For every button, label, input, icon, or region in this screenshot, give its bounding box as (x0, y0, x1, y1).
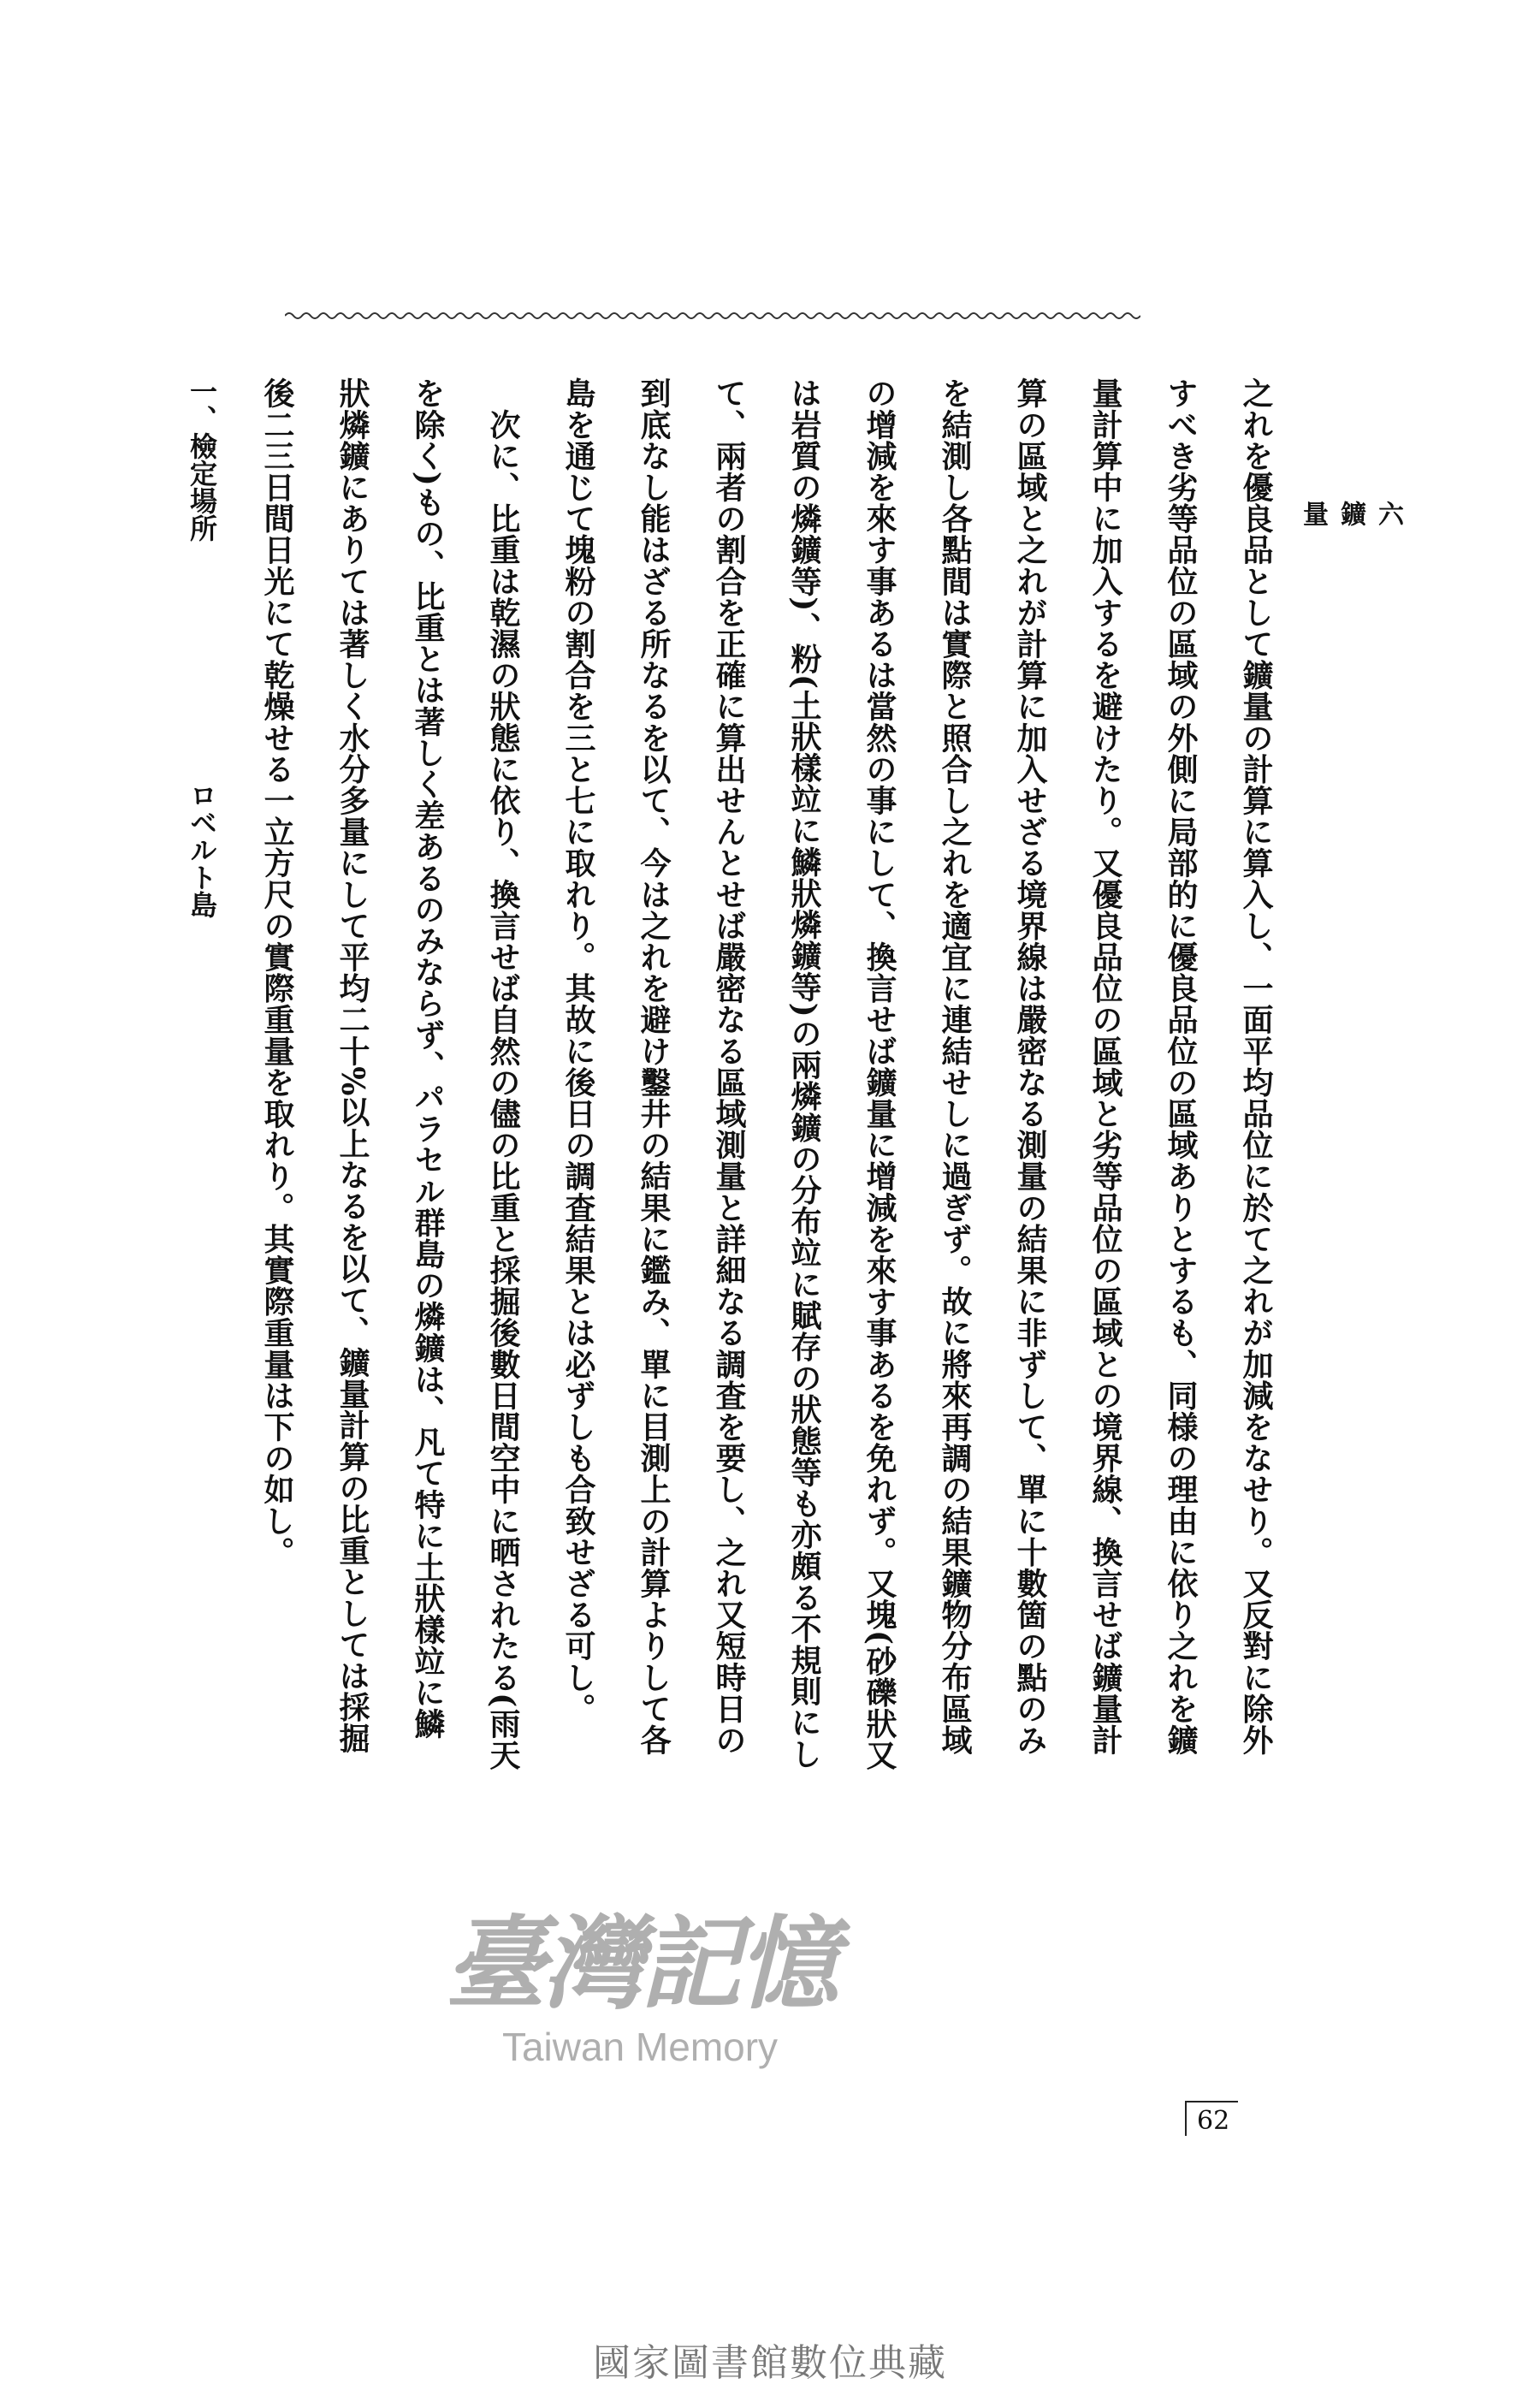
running-header (1294, 501, 1407, 616)
text-line: 算の區域と之れが計算に加入せざる境界線は嚴密なる測量の結果に非ずして、單に十數箇の點のみ (1012, 377, 1048, 1756)
watermark-sub: Taiwan Memory (501, 2025, 779, 2069)
page-number: 62 (1185, 2101, 1238, 2136)
inspection-location-label: 一、檢定場所 (186, 377, 218, 542)
header-title-char: 量 (1298, 501, 1328, 526)
text-line: を除く)もの、比重とは著しく差あるのみならず、パラセル群島の燐鑛は、凡て特に土狀樣竝に鱗 (410, 377, 446, 1740)
text-line: 之れを優良品として鑛量の計算に算入し、一面平均品位に於て之れが加減をなせり。又反對に除外 (1238, 377, 1274, 1756)
inspection-location-line (164, 377, 240, 1832)
watermark-logo (445, 1904, 836, 2071)
text-line: て、兩者の割合を正確に算出せんとせば嚴密なる區域測量と詳細なる調査を要し、之れ又短時日の (711, 377, 747, 1756)
wavy-divider (285, 310, 1140, 322)
text-line: を結測し各點間は實際と照合し之れを適宜に連結せしに過ぎず。故に將來再調の結果鑛物分布區域 (937, 377, 973, 1756)
text-line: すべき劣等品位の區域の外側に局部的に優良品位の區域ありとするも、同様の理由に依り之れを鑛 (1163, 377, 1199, 1756)
text-line: 到底なし能はざる所なるを以て、今は之れを避け鑿井の結果に鑑み、單に目測上の計算よりして各 (636, 377, 672, 1756)
text-line: 量計算中に加入するを避けたり。又優良品位の區域と劣等品位の區域との境界線、換言せば鑛量計 (1087, 377, 1123, 1756)
footer-credit: 國家圖書館數位典藏 (593, 2341, 947, 2385)
text-line: 島を通じて塊粉の割合を三と七に取れり。其故に後日の調査結果とは必ずしも合致せざる可し。 (560, 377, 596, 1724)
header-title-char: 鑛 (1336, 501, 1365, 526)
header-section-number: 六 (1373, 501, 1403, 526)
watermark-main: 臺灣記憶 (445, 1904, 836, 2023)
inspection-location-value: ロベルト島 (186, 781, 218, 918)
text-line: 次に、比重は乾濕の狀態に依り、換言せば自然の儘の比重と採掘後數日間空中に晒されたる(雨天 (485, 377, 521, 1771)
text-line: 狀燐鑛にありては著しく水分多量にして平均二十%以上なるを以て、鑛量計算の比重としては採掘 (335, 377, 370, 1754)
body-text (164, 377, 1294, 1832)
text-line: の增減を來す事あるは當然の事にして、換言せば鑛量に增減を來す事あるを免れず。又塊(砂礫狀又 (862, 377, 897, 1771)
text-line: は岩質の燐鑛等)、粉(土狀樣竝に鱗狀燐鑛等)の兩燐鑛の分布竝に賦存の狀態等も亦頗る不規則にし (786, 377, 822, 1770)
text-line: 後二三日間日光にて乾燥せる一立方尺の實際重量を取れり。其實際重量は下の如し。 (259, 377, 295, 1568)
